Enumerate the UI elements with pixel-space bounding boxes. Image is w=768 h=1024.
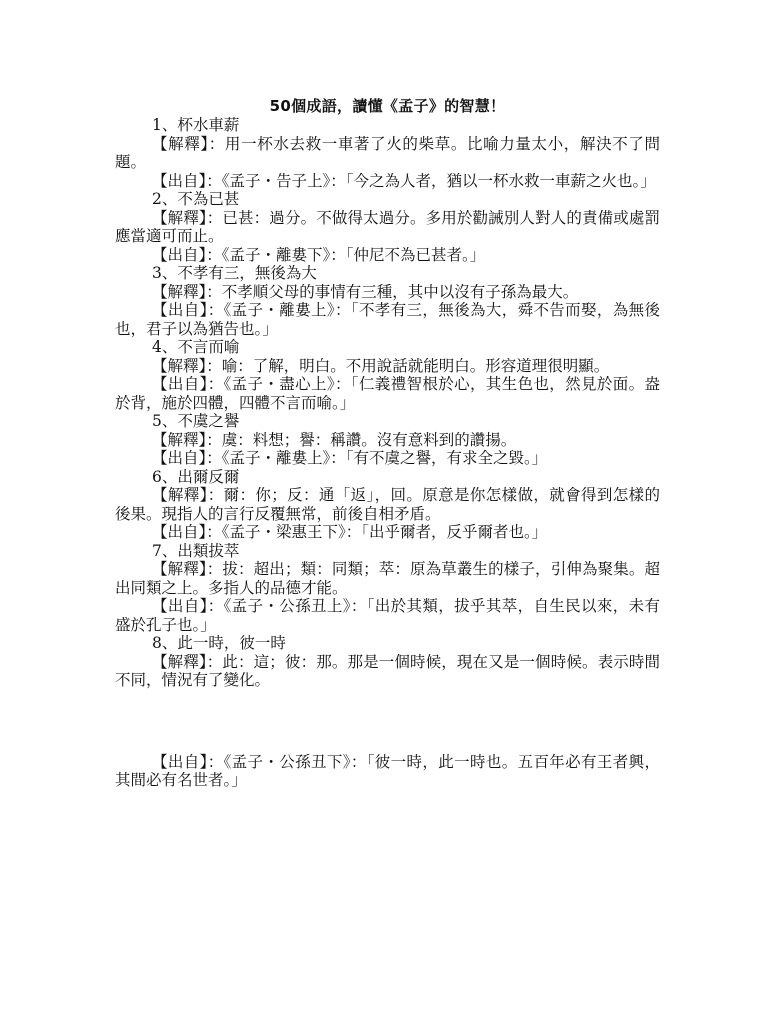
idiom-source: 【出自】：《孟子・梁惠王下》：「出乎爾者，反乎爾者也。」	[152, 523, 548, 541]
idiom-explanation: 【解釋】：虞：料想；譽：稱讚。沒有意料到的讚揚。	[152, 430, 517, 449]
idiom-source: 【出自】：《孟子・告子上》：「今之為人者，猶以一杯水救一車薪之火也。」	[152, 171, 656, 190]
idiom-explanation: 【解釋】：用一杯水去救一車著了火的柴草。比喻力量太小，解決不了問題。	[115, 134, 660, 171]
idiom-heading: 2、不為已甚	[152, 190, 240, 208]
idiom-source: 【出自】：《孟子・盡心上》：「仁義禮智根於心，其生色也，然見於面。盎於背，施於四體，四體不言而喻。」	[115, 375, 660, 412]
idiom-explanation: 【解釋】：此：這；彼：那。那是一個時候，現在又是一個時候。表示時間不同，情況有了變化。	[115, 652, 660, 689]
idiom-heading: 4、不言而喻	[152, 338, 240, 356]
idiom-heading: 3、不孝有三，無後為大	[152, 264, 317, 282]
idiom-source: 【出自】：《孟子・離婁下》：「仲尼不為已甚者。」	[152, 245, 486, 264]
idiom-source: 【出自】：《孟子・離婁上》：「有不虞之譽，有求全之毀。」	[152, 449, 548, 467]
idiom-heading: 6、出爾反爾	[152, 467, 240, 486]
document-title: 50個成語，讀懂《孟子》的智慧！	[269, 97, 506, 115]
idiom-source: 【出自】：《孟子・公孫丑下》：「彼一時，此一時也。五百年必有王者興，其間必有名世者。」	[115, 752, 660, 789]
idiom-heading: 1、杯水車薪	[152, 116, 240, 134]
document-page	[115, 97, 660, 790]
idiom-explanation: 【解釋】：拔：超出；類：同類；萃：原為草叢生的樣子，引伸為聚集。超出同類之上。多指人的品德才能。	[115, 560, 660, 597]
idiom-heading: 5、不虞之譽	[152, 412, 240, 430]
idiom-explanation: 【解釋】：已甚：過分。不做得太過分。多用於勸誡別人對人的責備或處罰應當適可而止。	[115, 208, 660, 245]
idiom-explanation: 【解釋】：爾：你；反：通「返」，回。原意是你怎樣做，就會得到怎樣的後果。現指人的言行反覆無常，前後自相矛盾。	[115, 486, 660, 523]
idiom-explanation: 【解釋】：喻：了解，明白。不用說話就能明白。形容道理很明顯。	[152, 356, 610, 375]
page-break-gap	[115, 690, 660, 753]
idiom-source: 【出自】：《孟子・公孫丑上》：「出於其類，拔乎其萃，自生民以來，未有盛於孔子也。」	[115, 597, 660, 634]
idiom-heading: 7、出類拔萃	[152, 541, 240, 560]
idiom-source: 【出自】：《孟子・離婁上》：「不孝有三，無後為大，舜不告而娶，為無後也，君子以為猶告也。」	[115, 301, 660, 338]
idiom-heading: 8、此一時，彼一時	[152, 634, 286, 652]
idiom-explanation: 【解釋】：不孝順父母的事情有三種，其中以沒有子孫為最大。	[152, 282, 579, 301]
